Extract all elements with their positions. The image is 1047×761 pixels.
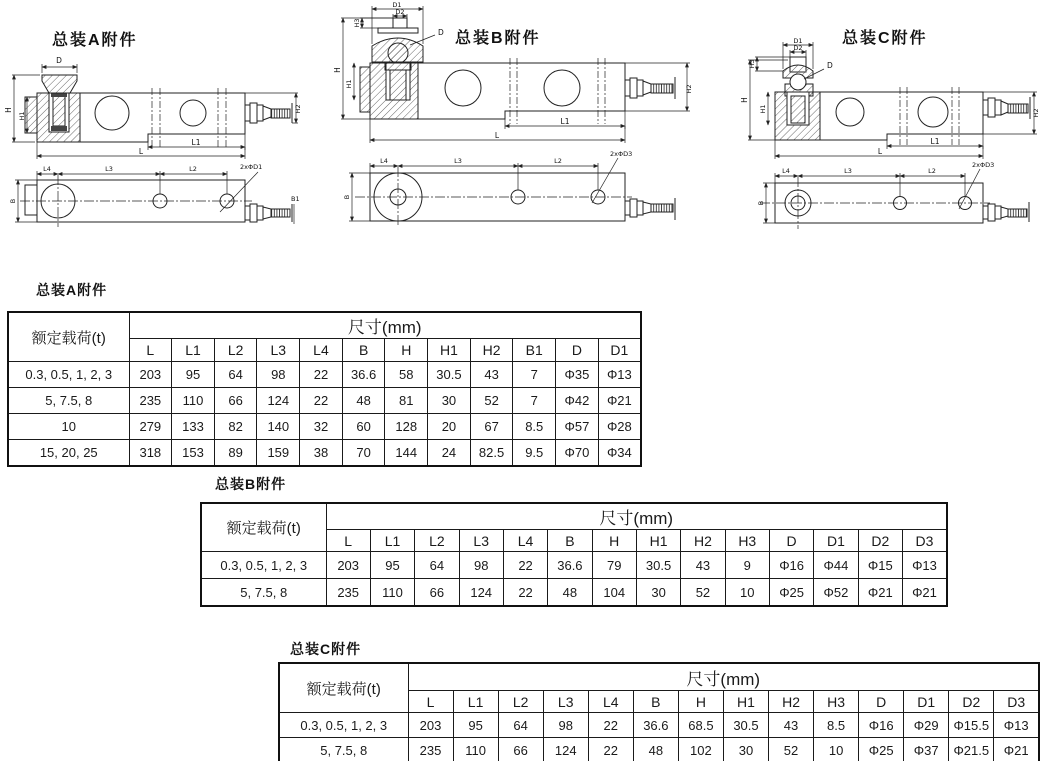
table-caption-a: 总装A附件	[36, 282, 108, 298]
dim-label-l4: L4	[43, 165, 51, 173]
value-cell: 48	[633, 738, 678, 761]
value-cell: 67	[470, 414, 513, 440]
value-cell: 203	[408, 713, 453, 738]
value-cell: Φ21	[902, 579, 947, 607]
table-row	[8, 440, 641, 467]
col-header: L2	[415, 530, 459, 552]
figure-title-c: 总装C附件	[842, 30, 928, 47]
value-cell: 82	[214, 414, 257, 440]
value-cell: Φ13	[598, 362, 641, 388]
load-cell: 0.3, 0.5, 1, 2, 3	[8, 362, 129, 388]
beam-hole	[544, 70, 580, 106]
value-cell: 81	[385, 388, 428, 414]
value-cell: Φ52	[814, 579, 858, 607]
value-cell: 48	[548, 579, 592, 607]
value-cell: 235	[326, 579, 370, 607]
dim-label-l: L	[138, 147, 144, 156]
value-cell: Φ42	[556, 388, 599, 414]
load-cell: 5, 7.5, 8	[201, 579, 326, 607]
cable-gland	[625, 77, 675, 99]
value-cell: 102	[678, 738, 723, 761]
dim-label-l3: L3	[105, 165, 113, 173]
dim-label-h3: H3	[748, 59, 756, 69]
load-pad	[42, 75, 77, 93]
value-cell: 82.5	[470, 440, 513, 467]
value-cell: 66	[214, 388, 257, 414]
table-row	[201, 579, 947, 607]
value-cell: 58	[385, 362, 428, 388]
value-cell: 70	[342, 440, 385, 467]
beam-hole	[918, 97, 948, 127]
load-header: 额定载荷(t)	[279, 663, 408, 713]
dim-label-h2: H2	[685, 84, 693, 94]
dim-label-d: D	[827, 61, 833, 70]
value-cell: Φ37	[904, 738, 949, 761]
value-cell: 9.5	[513, 440, 556, 467]
table-row	[201, 552, 947, 579]
col-header: B	[342, 339, 385, 362]
col-header: L3	[459, 530, 503, 552]
size-header: 尺寸(mm)	[408, 663, 1039, 691]
col-header: L3	[543, 691, 588, 713]
dim-label-l2: L2	[554, 157, 562, 165]
load-cell: 10	[8, 414, 129, 440]
value-cell: Φ34	[598, 440, 641, 467]
table-row	[279, 663, 1039, 691]
value-cell: 64	[498, 713, 543, 738]
dim-label-h2: H2	[294, 104, 302, 114]
value-cell: 98	[257, 362, 300, 388]
mount-bolt	[53, 95, 65, 126]
value-cell: 144	[385, 440, 428, 467]
value-cell: Φ35	[556, 362, 599, 388]
table-row	[279, 713, 1039, 738]
value-cell: 95	[172, 362, 215, 388]
table-row	[8, 362, 641, 388]
table-assembly-a	[7, 311, 642, 467]
dim-label-d: D	[438, 28, 444, 37]
dim-label-l3: L3	[454, 157, 462, 165]
value-cell: 30	[636, 579, 680, 607]
col-header: D2	[949, 691, 994, 713]
value-cell: 30.5	[428, 362, 471, 388]
value-cell: 30.5	[636, 552, 680, 579]
dim-label-l3: L3	[844, 167, 852, 175]
value-cell: Φ21	[858, 579, 902, 607]
value-cell: 159	[257, 440, 300, 467]
side-view-b	[360, 18, 675, 124]
col-header: D	[769, 530, 813, 552]
cable-gland	[983, 202, 1029, 222]
col-header: H1	[723, 691, 768, 713]
col-header: H2	[769, 691, 814, 713]
value-cell: 43	[769, 713, 814, 738]
col-header: H3	[814, 691, 859, 713]
col-header: D1	[814, 530, 858, 552]
value-cell: 36.6	[548, 552, 592, 579]
beam-hole	[836, 98, 864, 126]
value-cell: 30	[428, 388, 471, 414]
dim-label-b1: B1	[291, 195, 300, 203]
beam-hole	[445, 70, 481, 106]
value-cell: 52	[681, 579, 725, 607]
value-cell: 9	[725, 552, 769, 579]
dim-label-h: H	[740, 97, 749, 103]
value-cell: 110	[370, 579, 414, 607]
value-cell: 68.5	[678, 713, 723, 738]
col-header: D1	[904, 691, 949, 713]
col-header: D1	[598, 339, 641, 362]
dim-label-d2: D2	[395, 8, 405, 16]
value-cell: 98	[459, 552, 503, 579]
dim-label-b: B	[343, 194, 351, 200]
value-cell: 8.5	[814, 713, 859, 738]
dim-label-d: D	[56, 56, 62, 65]
load-cell: 5, 7.5, 8	[8, 388, 129, 414]
size-header: 尺寸(mm)	[129, 312, 641, 339]
col-header: L3	[257, 339, 300, 362]
table-row	[8, 388, 641, 414]
value-cell: 43	[470, 362, 513, 388]
col-header: D3	[902, 530, 947, 552]
hole-callout: 2xΦD3	[610, 150, 633, 158]
load-header: 额定载荷(t)	[8, 312, 129, 362]
cable-gland	[983, 97, 1030, 119]
value-cell: 279	[129, 414, 172, 440]
col-header: H	[592, 530, 636, 552]
value-cell: 30.5	[723, 713, 768, 738]
top-view-b	[355, 167, 675, 227]
load-cell: 5, 7.5, 8	[279, 738, 408, 761]
dim-label-h3: H3	[353, 18, 361, 28]
side-view-c	[775, 57, 1030, 145]
value-cell: 10	[814, 738, 859, 761]
table-caption-c: 总装C附件	[290, 641, 362, 657]
dim-label-l1: L1	[930, 137, 940, 146]
col-header: D	[556, 339, 599, 362]
value-cell: Φ44	[814, 552, 858, 579]
value-cell: 64	[214, 362, 257, 388]
col-header: L	[326, 530, 370, 552]
value-cell: Φ13	[902, 552, 947, 579]
value-cell: 22	[300, 388, 343, 414]
dim-label-h1: H1	[18, 111, 26, 121]
col-header: H1	[428, 339, 471, 362]
value-cell: Φ70	[556, 440, 599, 467]
value-cell: 133	[172, 414, 215, 440]
value-cell: 153	[172, 440, 215, 467]
col-header: L4	[588, 691, 633, 713]
dim-label-h: H	[333, 67, 342, 73]
load-cell: 0.3, 0.5, 1, 2, 3	[279, 713, 408, 738]
value-cell: Φ13	[994, 713, 1039, 738]
value-cell: 32	[300, 414, 343, 440]
cable-gland	[245, 103, 292, 123]
beam-hole	[180, 100, 206, 126]
value-cell: 124	[459, 579, 503, 607]
value-cell: 124	[257, 388, 300, 414]
value-cell: Φ21.5	[949, 738, 994, 761]
value-cell: 24	[428, 440, 471, 467]
dim-label-l2: L2	[189, 165, 197, 173]
size-header: 尺寸(mm)	[326, 503, 947, 530]
value-cell: 235	[129, 388, 172, 414]
hole-callout: 2xΦD1	[240, 163, 263, 171]
value-cell: 22	[503, 579, 547, 607]
value-cell: 104	[592, 579, 636, 607]
value-cell: 318	[129, 440, 172, 467]
col-header: L4	[300, 339, 343, 362]
value-cell: 89	[214, 440, 257, 467]
figure-assembly-b	[330, 0, 702, 245]
value-cell: 22	[503, 552, 547, 579]
top-view-a	[20, 175, 292, 227]
value-cell: 110	[453, 738, 498, 761]
value-cell: Φ25	[859, 738, 904, 761]
table-row	[201, 503, 947, 530]
value-cell: 52	[470, 388, 513, 414]
col-header: H	[385, 339, 428, 362]
value-cell: 43	[681, 552, 725, 579]
value-cell: 124	[543, 738, 588, 761]
dim-label-d1: D1	[793, 37, 803, 45]
value-cell: 7	[513, 362, 556, 388]
value-cell: 79	[592, 552, 636, 579]
value-cell: Φ16	[769, 552, 813, 579]
value-cell: Φ15	[858, 552, 902, 579]
dim-label-l1: L1	[560, 117, 570, 126]
col-header: B	[633, 691, 678, 713]
figure-title-b: 总装B附件	[455, 30, 541, 47]
table-row	[279, 738, 1039, 761]
value-cell: 98	[543, 713, 588, 738]
value-cell: 8.5	[513, 414, 556, 440]
table-assembly-c	[278, 662, 1040, 761]
col-header: B1	[513, 339, 556, 362]
beam-hole	[95, 96, 129, 130]
dim-label-b: B	[757, 200, 765, 206]
col-header: L2	[214, 339, 257, 362]
dim-label-h: H	[4, 107, 13, 113]
value-cell: Φ57	[556, 414, 599, 440]
top-view-c	[760, 177, 1029, 229]
value-cell: Φ21	[994, 738, 1039, 761]
value-cell: 10	[725, 579, 769, 607]
col-header: B	[548, 530, 592, 552]
value-cell: 30	[723, 738, 768, 761]
ball	[388, 43, 408, 63]
value-cell: Φ15.5	[949, 713, 994, 738]
ball	[790, 74, 806, 90]
load-cell: 15, 20, 25	[8, 440, 129, 467]
load-header: 额定载荷(t)	[201, 503, 326, 552]
table-row	[8, 312, 641, 339]
value-cell: 66	[498, 738, 543, 761]
value-cell: 203	[129, 362, 172, 388]
col-header: D2	[858, 530, 902, 552]
col-header: L1	[370, 530, 414, 552]
col-header: L	[129, 339, 172, 362]
value-cell: 38	[300, 440, 343, 467]
dim-label-l2: L2	[928, 167, 936, 175]
col-header: H2	[470, 339, 513, 362]
dim-label-l: L	[494, 131, 500, 140]
value-cell: Φ16	[859, 713, 904, 738]
figure-title-a: 总装A附件	[52, 32, 138, 49]
dim-label-l4: L4	[782, 167, 790, 175]
dim-label-l4: L4	[380, 157, 388, 165]
value-cell: 64	[415, 552, 459, 579]
stud	[393, 18, 407, 28]
hole-callout: 2xΦD3	[972, 161, 995, 169]
col-header: D	[859, 691, 904, 713]
table-caption-b: 总装B附件	[215, 476, 287, 492]
value-cell: 22	[588, 738, 633, 761]
load-cell: 0.3, 0.5, 1, 2, 3	[201, 552, 326, 579]
value-cell: 140	[257, 414, 300, 440]
value-cell: 52	[769, 738, 814, 761]
value-cell: 20	[428, 414, 471, 440]
value-cell: 110	[172, 388, 215, 414]
col-header: D3	[994, 691, 1039, 713]
value-cell: 66	[415, 579, 459, 607]
dim-label-l: L	[877, 147, 883, 156]
col-header: L	[408, 691, 453, 713]
value-cell: 60	[342, 414, 385, 440]
value-cell: 235	[408, 738, 453, 761]
col-header: L1	[453, 691, 498, 713]
value-cell: 7	[513, 388, 556, 414]
value-cell: 203	[326, 552, 370, 579]
dim-label-l1: L1	[191, 138, 201, 147]
col-header: H2	[681, 530, 725, 552]
value-cell: 22	[588, 713, 633, 738]
value-cell: 95	[370, 552, 414, 579]
value-cell: 48	[342, 388, 385, 414]
dim-label-h1: H1	[345, 79, 353, 89]
value-cell: 36.6	[633, 713, 678, 738]
value-cell: Φ29	[904, 713, 949, 738]
col-header: H	[678, 691, 723, 713]
cable-gland	[625, 198, 675, 220]
col-header: H1	[636, 530, 680, 552]
dim-label-b: B	[9, 198, 17, 204]
table-assembly-b	[200, 502, 948, 607]
col-header: L1	[172, 339, 215, 362]
dim-label-h2: H2	[1032, 108, 1040, 118]
col-header: L4	[503, 530, 547, 552]
figure-assembly-c	[700, 0, 1047, 245]
cable-gland	[245, 204, 292, 222]
value-cell: Φ28	[598, 414, 641, 440]
table-row	[8, 414, 641, 440]
col-header: L2	[498, 691, 543, 713]
value-cell: 36.6	[342, 362, 385, 388]
value-cell: 95	[453, 713, 498, 738]
value-cell: Φ21	[598, 388, 641, 414]
col-header: H3	[725, 530, 769, 552]
dim-label-d1: D1	[392, 1, 402, 9]
value-cell: 22	[300, 362, 343, 388]
figure-assembly-a	[0, 0, 330, 245]
dim-label-h1: H1	[759, 104, 767, 114]
value-cell: 128	[385, 414, 428, 440]
dim-label-d2: D2	[793, 44, 803, 52]
side-view-a	[25, 75, 292, 147]
value-cell: Φ25	[769, 579, 813, 607]
dimensions-b-top	[349, 158, 618, 221]
